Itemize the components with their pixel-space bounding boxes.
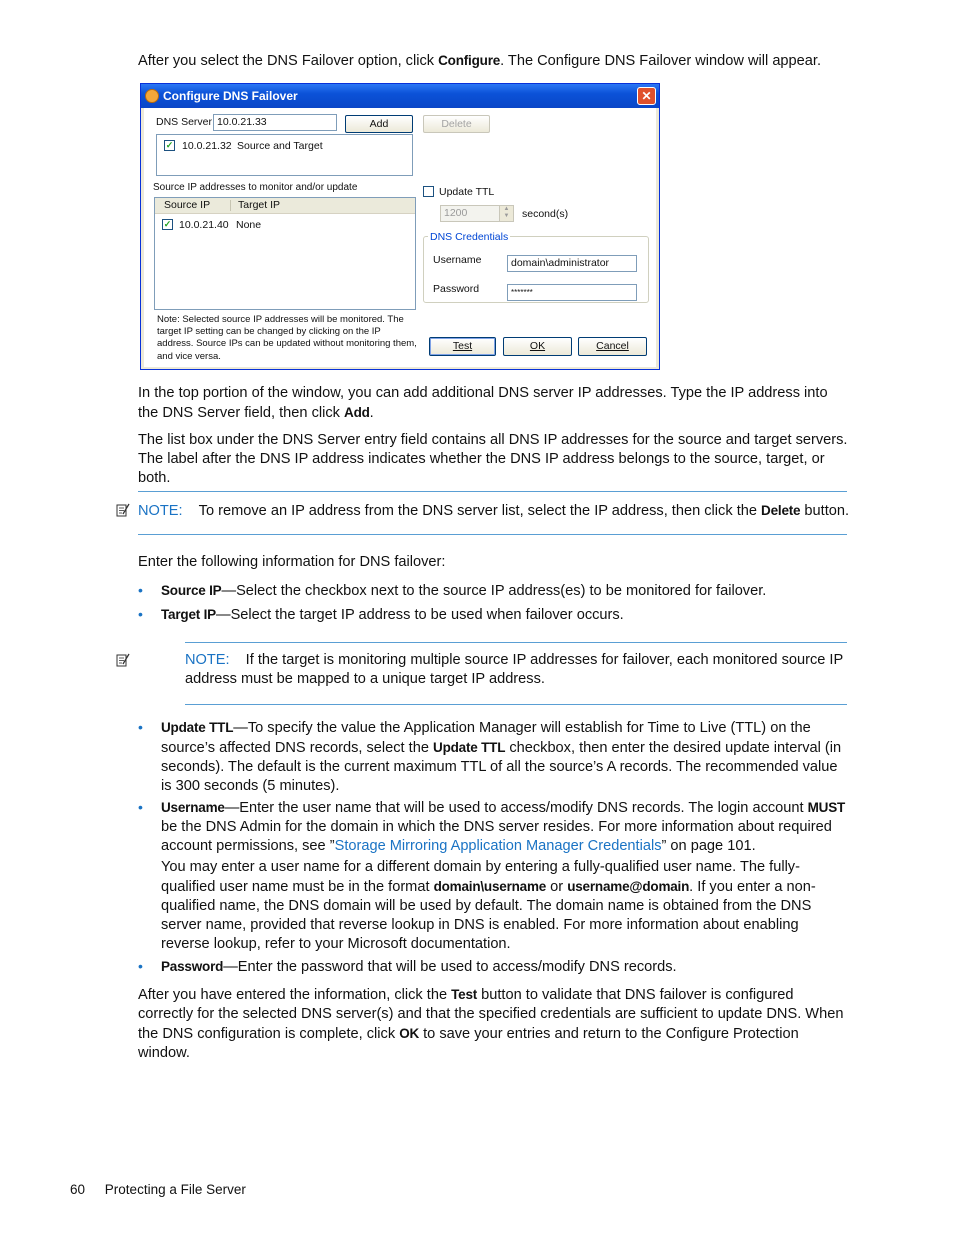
checkbox-icon[interactable]: ✓ bbox=[163, 219, 172, 229]
password-label: Password bbox=[433, 283, 480, 295]
source-ip-desc: —Select the checkbox next to the source IP address(es) to be monitored for failover. bbox=[221, 583, 767, 599]
note-remove-ip bbox=[138, 501, 850, 521]
final-paragraph bbox=[138, 985, 850, 1063]
app-icon bbox=[145, 89, 159, 103]
cancel-button-label: Cancel bbox=[596, 340, 629, 352]
delete-button[interactable]: Delete bbox=[423, 115, 490, 133]
username-term: Username bbox=[161, 800, 225, 815]
bullet-update-ttl: • bbox=[138, 719, 143, 735]
format-domain-username: domain\username bbox=[433, 879, 547, 894]
server-list-item[interactable] bbox=[164, 139, 404, 152]
source-ip-term: Source IP bbox=[161, 583, 222, 598]
target-ip-item bbox=[161, 605, 851, 625]
paragraph-top-portion bbox=[138, 384, 850, 423]
format-username-domain: username@domain bbox=[567, 879, 690, 894]
username-input[interactable]: domain\administrator bbox=[507, 255, 637, 272]
intro-paragraph bbox=[138, 51, 850, 71]
note-icon bbox=[116, 653, 130, 667]
update-ttl-command: Update TTL bbox=[433, 740, 506, 755]
username-desc-3: ” on page 101. bbox=[661, 838, 756, 854]
spin-arrows-icon[interactable]: ▲ ▼ bbox=[499, 206, 513, 221]
para1-text: In the top portion of the window, you can add additional DNS server IP addresses. Type the IP address into the DNS Server field, then click bbox=[138, 385, 828, 421]
test-command: Test bbox=[451, 987, 478, 1002]
or-text: or bbox=[546, 879, 568, 895]
note1-text: To remove an IP address from the DNS server list, select the IP address, then click the bbox=[198, 503, 762, 519]
intro-text: After you select the DNS Failover option, click bbox=[138, 53, 439, 69]
username-desc: —Enter the user name that will be used to access/modify DNS records. The login account bbox=[224, 800, 808, 816]
target-ip-desc: —Select the target IP address to be used when failover occurs. bbox=[215, 607, 624, 623]
source-ip-value: 10.0.21.40 bbox=[179, 219, 229, 231]
checkbox-icon[interactable]: ✓ bbox=[165, 140, 174, 150]
column-source-ip[interactable]: Source IP bbox=[164, 199, 211, 211]
note1-end: button. bbox=[800, 503, 850, 519]
server-role: Source and Target bbox=[237, 140, 323, 152]
list-header bbox=[155, 198, 415, 214]
note-label: NOTE: bbox=[138, 503, 183, 519]
para1-end: . bbox=[369, 405, 374, 421]
ok-button[interactable] bbox=[503, 337, 572, 356]
dns-server-label: DNS Server bbox=[156, 116, 213, 128]
test-button[interactable] bbox=[429, 337, 496, 356]
ip-row[interactable] bbox=[162, 218, 407, 231]
server-ip: 10.0.21.32 bbox=[182, 140, 232, 152]
dns-server-input[interactable]: 10.0.21.33 bbox=[213, 114, 337, 131]
dns-credentials-label: DNS Credentials bbox=[430, 231, 509, 243]
bullet-source-ip: • bbox=[138, 582, 143, 598]
password-desc: —Enter the password that will be used to access/modify DNS records. bbox=[223, 959, 677, 975]
ip-mapping-list[interactable] bbox=[154, 197, 416, 310]
bullet-username: • bbox=[138, 799, 143, 815]
final-text-2: button to validate that DNS failover is configured correctly for the selected DNS server(s) and that the specified credentials are sufficient to update DNS. When the DNS configuration is complete, click bbox=[138, 987, 844, 1042]
update-ttl-desc-end: checkbox, then enter the desired update interval (in seconds). The default is the current maximum TTL of all the source’s A records. The recommended value is 300 seconds (5 minutes). bbox=[161, 740, 842, 794]
delete-command: Delete bbox=[761, 503, 801, 518]
column-target-ip[interactable]: Target IP bbox=[238, 199, 281, 211]
configure-command: Configure bbox=[438, 53, 501, 68]
note2-rule-top bbox=[185, 642, 847, 643]
add-button[interactable]: Add bbox=[345, 115, 413, 133]
ttl-input[interactable] bbox=[440, 205, 514, 222]
ttl-value: 1200 bbox=[444, 207, 468, 219]
close-icon[interactable]: ✕ bbox=[637, 87, 656, 105]
credentials-link[interactable]: Storage Mirroring Application Manager Credentials bbox=[334, 838, 662, 854]
final-text-3: to save your entries and return to the Configure Protection window. bbox=[138, 1026, 799, 1061]
add-command: Add bbox=[344, 405, 370, 420]
note2-rule-bottom bbox=[185, 704, 847, 705]
enter-info-text: Enter the following information for DNS failover: bbox=[138, 554, 446, 570]
page-number: 60 bbox=[70, 1182, 86, 1197]
username-subparagraph bbox=[161, 858, 851, 954]
target-ip-value[interactable]: None bbox=[236, 219, 262, 231]
note-rule-top bbox=[138, 491, 847, 492]
paragraph-list-box: The list box under the DNS Server entry field contains all DNS IP addresses for the source and target servers. The label after the DNS IP address indicates whether the DNS IP address belongs to the source, target, or both. bbox=[138, 432, 848, 486]
update-ttl-label: Update TTL bbox=[439, 186, 495, 198]
note-rule-bottom bbox=[138, 534, 847, 535]
dns-server-list[interactable] bbox=[156, 134, 413, 176]
note2-label: NOTE: bbox=[185, 652, 230, 668]
username-sub-text-2: . If you enter a non-qualified name, the DNS domain will be used by default. The domain name is obtained from the DNS server name, provided that reverse lookup in DNS is enabled. For more information about enabling reverse lookup, refer to your Microsoft documentation. bbox=[161, 879, 816, 952]
test-button-label: Test bbox=[452, 340, 473, 352]
ok-command: OK bbox=[399, 1026, 420, 1041]
username-desc-2: be the DNS Admin for the domain in which the DNS server resides. For more information about required account permissions, see ” bbox=[161, 819, 832, 854]
column-divider bbox=[230, 200, 231, 211]
username-sub-text: You may enter a user name for a different domain by entering a fully-qualified user name. The fully-qualified user name must be in the format bbox=[161, 859, 800, 895]
cancel-button[interactable] bbox=[578, 337, 647, 356]
dialog-title-bar bbox=[141, 84, 659, 108]
bullet-password: • bbox=[138, 958, 143, 974]
update-ttl-item bbox=[161, 718, 851, 796]
page-footer bbox=[70, 1180, 246, 1199]
password-item bbox=[161, 957, 851, 977]
note-target-monitoring bbox=[185, 651, 845, 689]
dialog-title: Configure DNS Failover bbox=[163, 89, 298, 103]
ok-button-label: OK bbox=[529, 340, 546, 352]
password-term: Password bbox=[161, 959, 224, 974]
configure-dns-failover-dialog bbox=[140, 83, 660, 370]
password-input[interactable]: ******* bbox=[507, 284, 637, 301]
section-title: Protecting a File Server bbox=[104, 1182, 246, 1197]
update-ttl-term: Update TTL bbox=[161, 720, 234, 735]
update-ttl-desc: —To specify the value the Application Manager will establish for Time to Live (TTL) on the source’s affected DNS records, select the bbox=[161, 720, 811, 756]
target-ip-term: Target IP bbox=[161, 607, 216, 622]
dialog-note: Note: Selected source IP addresses will be monitored. The target IP setting can be changed by clicking on the IP address. Source IPs can be updated without monitoring them, and vice versa. bbox=[157, 314, 417, 362]
final-text-1: After you have entered the information, click the bbox=[138, 987, 452, 1003]
intro-text-end: . The Configure DNS Failover window will appear. bbox=[500, 53, 822, 69]
source-ip-item bbox=[161, 581, 851, 601]
source-ip-caption: Source IP addresses to monitor and/or update bbox=[153, 182, 358, 193]
username-label: Username bbox=[433, 254, 482, 266]
bullet-target-ip: • bbox=[138, 606, 143, 622]
update-ttl-checkbox[interactable] bbox=[423, 186, 434, 197]
username-item bbox=[161, 798, 851, 856]
must-command: MUST bbox=[807, 800, 846, 815]
note2-text: If the target is monitoring multiple source IP addresses for failover, each monitored source IP address must be mapped to a unique target IP address. bbox=[185, 652, 843, 687]
note-icon bbox=[116, 503, 130, 517]
dialog-body bbox=[144, 108, 656, 367]
ttl-unit-label: second(s) bbox=[522, 208, 569, 220]
